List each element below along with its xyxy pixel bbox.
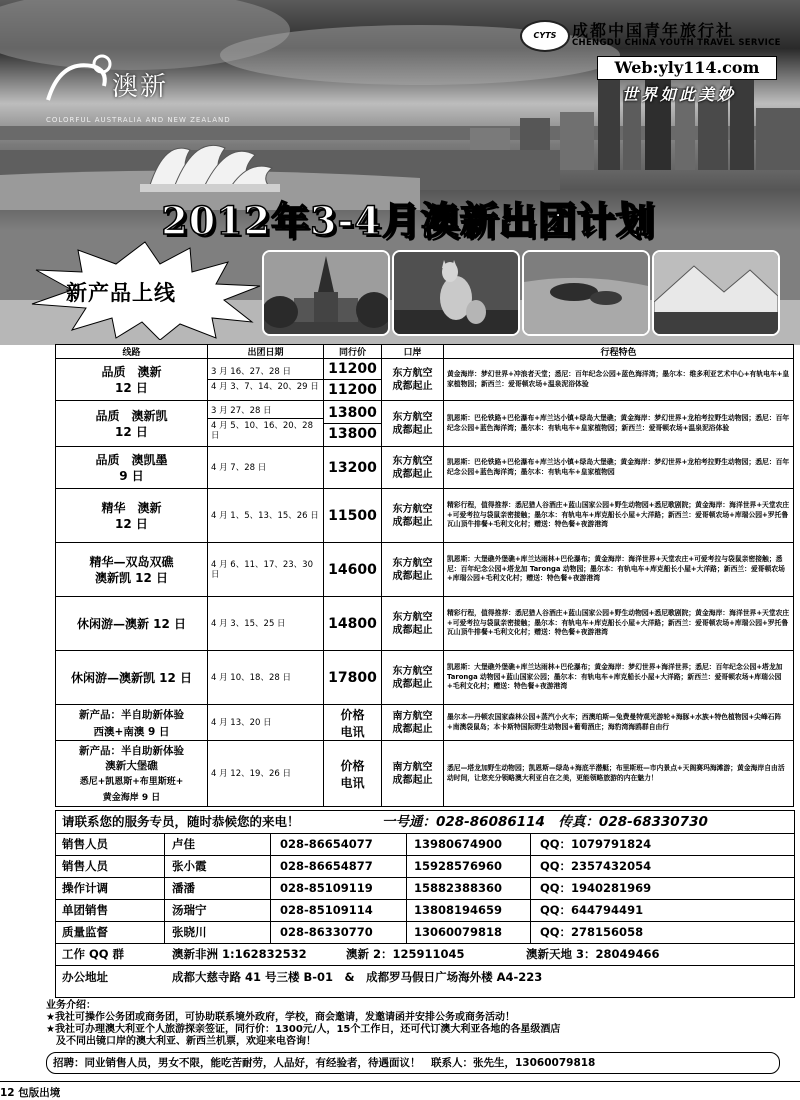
staff-row bbox=[56, 856, 794, 878]
staff-row bbox=[56, 834, 794, 856]
price: 14800 bbox=[324, 597, 382, 651]
table-row[interactable] bbox=[56, 651, 794, 705]
business-item: ★我社可办理澳大利亚个人旅游探亲签证，同行价：1300元/人，15个工作日，还可代订澳大利亚各地的各星级酒店 bbox=[46, 1024, 561, 1035]
route-name: 休闲游—澳新 12 日 bbox=[56, 597, 208, 651]
table-header-row bbox=[56, 345, 794, 359]
price: 价格 电讯 bbox=[324, 741, 382, 807]
business-item: 及不同出镜口岸的澳大利亚、新西兰机票，欢迎来电咨询！ bbox=[46, 1036, 316, 1047]
price: 13800 13800 bbox=[324, 401, 382, 447]
contact-heading bbox=[56, 811, 794, 834]
website-url[interactable]: Web:yly114.com bbox=[597, 56, 777, 80]
itinerary-features: 凯恩斯：大堡礁外堡礁+库兰达雨林+巴伦瀑布；黄金海岸：梦幻世界+海洋世界；悉尼：百年纪念公园+塔龙加 Taronga 动物园+蓝山国家公园；墨尔本：有轨电车+库克船长小屋+大洋路；新西兰：爱哥顿农场+库瑞公园+毛利文化村；赠送：特色餐+夜游港湾 bbox=[444, 651, 794, 705]
agency-english-name: CHENGDU CHINA YOUTH TRAVEL SERVICE bbox=[572, 38, 781, 48]
table-row[interactable] bbox=[56, 489, 794, 543]
staff-row bbox=[56, 922, 794, 944]
staff-qq[interactable]: QQ：1940281969 bbox=[540, 881, 652, 895]
staff-row bbox=[56, 878, 794, 900]
business-item: ★我社可操作公务团或商务团，可协助联系境外政府，学校，商会邀请，发邀请函并安排公务或商务活动！ bbox=[46, 1012, 515, 1023]
port: 东方航空 成都起止 bbox=[382, 447, 444, 489]
staff-name: 潘潘 bbox=[172, 881, 195, 895]
route-name: 品质 澳新 12 日 bbox=[56, 359, 208, 401]
table-row[interactable] bbox=[56, 359, 794, 401]
hero-banner bbox=[0, 0, 800, 345]
staff-mobile[interactable]: 15928576960 bbox=[414, 859, 503, 873]
staff-qq[interactable]: QQ：278156058 bbox=[540, 925, 644, 939]
office-address: 成都大慈寺路 41 号三楼 B-01 & 成都罗马假日广场海外楼 A4-223 bbox=[172, 970, 543, 984]
departure-dates: 4 月 1、5、13、15、26 日 bbox=[208, 489, 324, 543]
price: 13200 bbox=[324, 447, 382, 489]
slogan: 世界如此美妙 bbox=[622, 85, 737, 104]
staff-tel[interactable]: 028-85109114 bbox=[280, 903, 373, 917]
contact-block bbox=[55, 810, 795, 998]
qq-group-label: 工作 QQ 群 bbox=[62, 947, 125, 961]
header-port: 口岸 bbox=[382, 345, 444, 359]
staff-name: 汤瑞宁 bbox=[172, 903, 207, 917]
staff-tel[interactable]: 028-86654877 bbox=[280, 859, 373, 873]
price: 17800 bbox=[324, 651, 382, 705]
table-row[interactable] bbox=[56, 447, 794, 489]
table-row[interactable] bbox=[56, 543, 794, 597]
departure-dates: 4 月 6、11、17、23、30 日 bbox=[208, 543, 324, 597]
port: 东方航空 成都起止 bbox=[382, 597, 444, 651]
staff-name: 卢佳 bbox=[172, 837, 195, 851]
logo-subtitle: COLORFUL AUSTRALIA AND NEW ZEALAND bbox=[46, 116, 231, 124]
itinerary-features: 凯恩斯：巴伦铁路+巴伦瀑布+库兰达小镇+绿岛大堡礁；黄金海岸：梦幻世界+龙柏考拉野生动物园；悉尼：百年纪念公园+蓝色海洋湾；墨尔本：有轨电车+皇家植物园；新西兰：爱哥顿农场+温泉泥浴体验 bbox=[444, 401, 794, 447]
staff-role: 销售人员 bbox=[62, 837, 108, 851]
departure-dates: 3 月 27、28 日 4 月 5、10、16、20、28 日 bbox=[208, 401, 324, 447]
snow-mountain-photo bbox=[652, 250, 780, 336]
route-name: 品质 澳新凯 12 日 bbox=[56, 401, 208, 447]
price: 11500 bbox=[324, 489, 382, 543]
route-name: 精华 澳新 12 日 bbox=[56, 489, 208, 543]
header-route: 线路 bbox=[56, 345, 208, 359]
header-price: 同行价 bbox=[324, 345, 382, 359]
tour-schedule-table bbox=[55, 344, 794, 807]
table-row[interactable] bbox=[56, 401, 794, 447]
itinerary-features: 悉尼—塔龙加野生动物园；凯恩斯—绿岛+海底半潜艇；布里斯班—市内景点+天阁赛玛海滩游；黄金海岸自由活动时间，让您充分领略澳大利亚自在之美，更能领略旅游的内在魅力！ bbox=[444, 741, 794, 807]
route-name: 新产品：半自助新体验 西澳+南澳 9 日 bbox=[56, 705, 208, 741]
itinerary-features: 墨尔本—丹顿农国家森林公园+蒸汽小火车；西澳珀斯—兔费曼特观光游轮+海豚+水族+特色植物园+尖峰石阵+南澳袋鼠岛；本卡斯特国际野生动物园+葡萄酒庄；海豹湾海鸥群自由行 bbox=[444, 705, 794, 741]
route-name: 新产品：半自助新体验 澳新大堡礁 悉尼+凯恩斯+布里斯班+ 黄金海岸 9 日 bbox=[56, 741, 208, 807]
table-row[interactable] bbox=[56, 597, 794, 651]
address-row bbox=[56, 966, 794, 988]
departure-dates: 4 月 10、18、28 日 bbox=[208, 651, 324, 705]
itinerary-features: 凯恩斯：大堡礁外堡礁+库兰达雨林+巴伦瀑布；黄金海岸：海洋世界+天堂农庄+可爱考拉与袋鼠亲密接触；悉尼：百年纪念公园+塔龙加 Taronga 动物园；墨尔本：有轨电车+库克船长小屋+大洋路；新西兰：爱哥顿农场+库瑞公园+毛利文化村；赠送：特色餐+夜游港湾 bbox=[444, 543, 794, 597]
footer-divider bbox=[0, 1081, 800, 1082]
staff-mobile[interactable]: 15882388360 bbox=[414, 881, 503, 895]
address-label: 办公地址 bbox=[62, 970, 108, 984]
route-name: 精华—双岛双礁 澳新凯 12 日 bbox=[56, 543, 208, 597]
staff-qq[interactable]: QQ：1079791824 bbox=[540, 837, 652, 851]
recruitment-banner: 招聘：同业销售人员，男女不限，能吃苦耐劳，人品好，有经验者，待遇面议！ 联系人：张先生，13060079818 bbox=[46, 1052, 780, 1074]
staff-role: 销售人员 bbox=[62, 859, 108, 873]
page-footer: 12 包版出境 bbox=[0, 1087, 61, 1099]
agency-header bbox=[520, 16, 790, 56]
agency-emblem-icon: CYTS bbox=[520, 20, 570, 52]
port: 东方航空 成都起止 bbox=[382, 543, 444, 597]
port: 南方航空 成都起止 bbox=[382, 741, 444, 807]
route-name: 品质 澳凯墨 9 日 bbox=[56, 447, 208, 489]
itinerary-features: 精彩行程，值得推荐：悉尼猎人谷酒庄+蓝山国家公园+野生动物园+悉尼歌剧院；黄金海岸：海洋世界+天堂农庄+可爱考拉与袋鼠亲密接触；墨尔本：有轨电车+库克船长小屋+大洋路；新西兰：爱哥顿农场+库瑞公园+罗托鲁瓦山顶牛排餐+毛利文化村；赠送：特色餐+夜游港湾 bbox=[444, 597, 794, 651]
port: 东方航空 成都起止 bbox=[382, 401, 444, 447]
staff-tel[interactable]: 028-85109119 bbox=[280, 881, 373, 895]
staff-tel[interactable]: 028-86654077 bbox=[280, 837, 373, 851]
staff-mobile[interactable]: 13060079818 bbox=[414, 925, 503, 939]
qq-group[interactable]: 澳新非洲 1:162832532 bbox=[172, 947, 307, 961]
staff-tel[interactable]: 028-86330770 bbox=[280, 925, 373, 939]
departure-dates: 4 月 7、28 日 bbox=[208, 447, 324, 489]
staff-role: 操作计调 bbox=[62, 881, 108, 895]
business-title: 业务介绍： bbox=[46, 1000, 96, 1011]
staff-mobile[interactable]: 13980674900 bbox=[414, 837, 503, 851]
qq-group[interactable]: 澳新 2：125911045 bbox=[346, 947, 465, 961]
route-name: 休闲游—澳新凯 12 日 bbox=[56, 651, 208, 705]
qq-group[interactable]: 澳新天地 3：28049466 bbox=[526, 947, 660, 961]
staff-row bbox=[56, 900, 794, 922]
contact-invite: 请联系您的服务专员，随时恭候您的来电！ bbox=[62, 814, 300, 829]
header-dates: 出团日期 bbox=[208, 345, 324, 359]
itinerary-features: 黄金海岸：梦幻世界+冲浪者天堂；悉尼：百年纪念公园+蓝色海洋湾；墨尔本：维多利亚艺术中心+有轨电车+皇家植物园；新西兰：爱哥顿农场+温泉泥浴体验 bbox=[444, 359, 794, 401]
table-row[interactable] bbox=[56, 741, 794, 807]
price: 价格 电讯 bbox=[324, 705, 382, 741]
price: 11200 11200 bbox=[324, 359, 382, 401]
table-row[interactable] bbox=[56, 705, 794, 741]
hotline-fax[interactable]: 一号通：028-86086114 传真：028-68330730 bbox=[382, 814, 708, 830]
departure-dates: 3 月 16、27、28 日 4 月 3、7、14、20、29 日 bbox=[208, 359, 324, 401]
new-product-label: 新产品上线 bbox=[66, 281, 176, 305]
qq-groups-row bbox=[56, 944, 794, 966]
price: 14600 bbox=[324, 543, 382, 597]
staff-name: 张晓川 bbox=[172, 925, 207, 939]
staff-name: 张小霞 bbox=[172, 859, 207, 873]
port: 东方航空 成都起止 bbox=[382, 651, 444, 705]
sea-lion-photo bbox=[522, 250, 650, 336]
business-intro bbox=[46, 1000, 796, 1048]
kangaroo-photo bbox=[392, 250, 520, 336]
port: 东方航空 成都起止 bbox=[382, 489, 444, 543]
itinerary-features: 精彩行程，值得推荐：悉尼猎人谷酒庄+蓝山国家公园+野生动物园+悉尼歌剧院；黄金海岸：海洋世界+天堂农庄+可爱考拉与袋鼠亲密接触；墨尔本：有轨电车+库克船长小屋+大洋路；新西兰：爱哥顿农场+库瑞公园+罗托鲁瓦山顶牛排餐+毛利文化村；赠送：特色餐+夜游港湾 bbox=[444, 489, 794, 543]
itinerary-features: 凯恩斯：巴伦铁路+巴伦瀑布+库兰达小镇+绿岛大堡礁；黄金海岸：梦幻世界+龙柏考拉野生动物园；悉尼：百年纪念公园+蓝色海洋湾；墨尔本：有轨电车+皇家植物园 bbox=[444, 447, 794, 489]
port: 南方航空 成都起止 bbox=[382, 705, 444, 741]
staff-qq[interactable]: QQ：644794491 bbox=[540, 903, 644, 917]
departure-dates: 4 月 3、15、25 日 bbox=[208, 597, 324, 651]
page-title: 2012年3-4月澳新出团计划 bbox=[161, 198, 655, 243]
staff-qq[interactable]: QQ：2357432054 bbox=[540, 859, 652, 873]
staff-mobile[interactable]: 13808194659 bbox=[414, 903, 503, 917]
departure-dates: 4 月 13、20 日 bbox=[208, 705, 324, 741]
cathedral-photo bbox=[262, 250, 390, 336]
agency-name: 成都中国青年旅行社 bbox=[572, 21, 735, 40]
header-features: 行程特色 bbox=[444, 345, 794, 359]
departure-dates: 4 月 12、19、26 日 bbox=[208, 741, 324, 807]
staff-role: 单团销售 bbox=[62, 903, 108, 917]
logo-text: 澳新 bbox=[112, 72, 169, 102]
staff-role: 质量监督 bbox=[62, 925, 108, 939]
port: 东方航空 成都起止 bbox=[382, 359, 444, 401]
